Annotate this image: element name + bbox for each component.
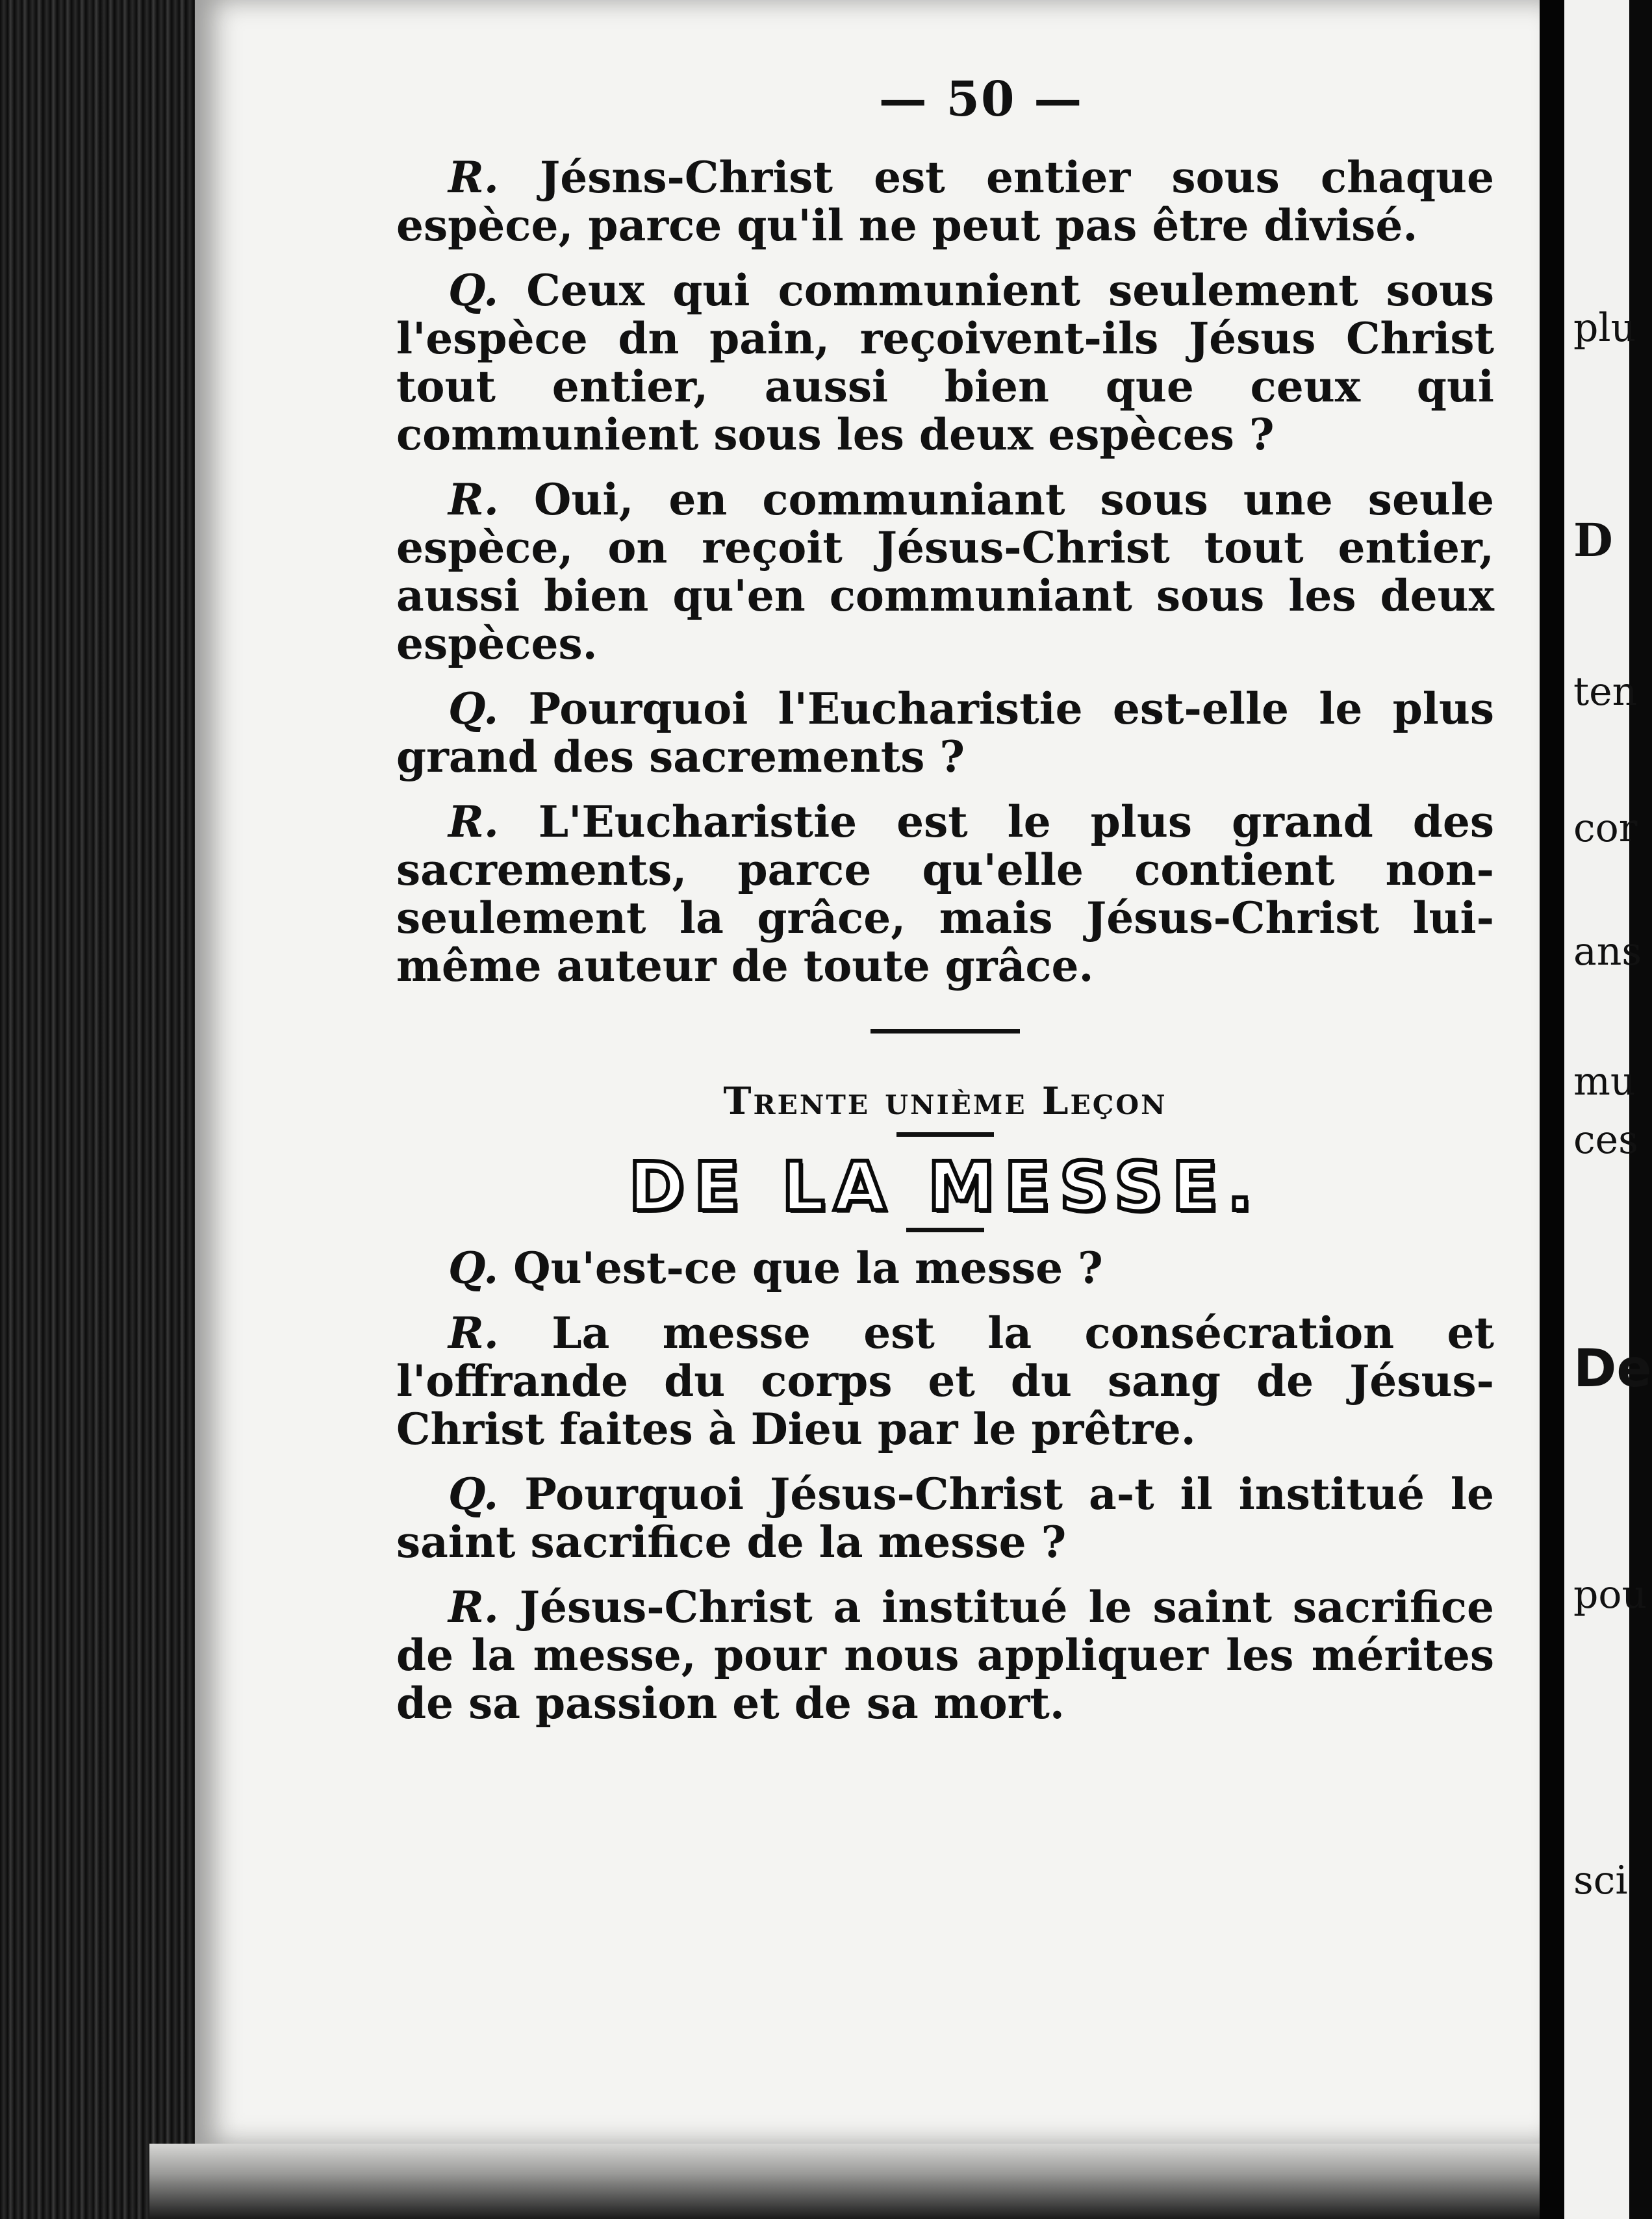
page-bottom-edge — [149, 2144, 1540, 2219]
answer-label: R. — [448, 474, 499, 525]
question-label: Q. — [448, 1469, 499, 1519]
question-paragraph — [396, 1470, 1494, 1566]
paragraph-text: La messe est la consécration et l'offrande du corps et du sang de Jésus-Christ faites à Dieu par le prêtre. — [396, 1308, 1494, 1454]
catechism-bottom-section — [396, 1244, 1494, 1727]
paragraph-text: L'Eucharistie est le plus grand des sacrements, parce qu'elle contient non-seulement la grâce, mais Jésus-Christ lui-même auteur de toute grâce. — [396, 796, 1494, 991]
catechism-top-section — [396, 153, 1494, 990]
page-content — [396, 71, 1494, 1744]
book-binding — [0, 0, 195, 2219]
paragraph-text: Jésns-Christ est entier sous chaque espèce, parce qu'il ne peut pas être divisé. — [396, 152, 1494, 251]
next-page-fragment: cor — [1573, 805, 1638, 851]
next-page-fragment: D — [1573, 513, 1613, 567]
question-label: Q. — [448, 1243, 499, 1293]
paragraph-text: Qu'est-ce que la messe ? — [513, 1243, 1103, 1293]
lesson-heading: Trente unième Leçon — [723, 1079, 1167, 1123]
paragraph-text: Pourquoi l'Eucharistie est-elle le plus grand des sacrements ? — [396, 683, 1494, 782]
next-page-fragment: pou — [1573, 1572, 1647, 1617]
heading-divider — [896, 1132, 994, 1137]
next-page-fragment: ten — [1573, 669, 1638, 715]
answer-paragraph — [396, 153, 1494, 249]
next-page-fragment: plu — [1573, 305, 1636, 351]
page-number: — 50 — — [878, 71, 1084, 127]
next-page-fragment: ans — [1573, 929, 1642, 974]
adjacent-page-fragment — [1564, 0, 1652, 2219]
next-page-fragment: De — [1573, 1338, 1652, 1399]
title-divider — [906, 1228, 984, 1232]
answer-paragraph — [396, 798, 1494, 990]
answer-label: R. — [448, 1582, 499, 1632]
paragraph-text: Jésus-Christ a institué le saint sacrifice de la messe, pour nous appliquer les mérites de sa passion et de sa mort. — [396, 1582, 1494, 1729]
paragraph-text: Pourquoi Jésus-Christ a-t il institué le saint sacrifice de la messe ? — [396, 1469, 1494, 1567]
paragraph-text: Oui, en communiant sous une seule espèce, on reçoit Jésus-Christ tout entier, aussi bien qu'en communiant sous les deux espèces. — [396, 474, 1495, 669]
paragraph-text: Ceux qui communient seulement sous l'espèce dn pain, reçoivent-ils Jésus Christ tout entier, aussi bien que ceux qui communient sous les deux espèces ? — [396, 265, 1494, 460]
answer-label: R. — [448, 796, 499, 847]
next-page-fragment: sci — [1573, 1858, 1628, 1903]
answer-paragraph — [396, 1309, 1494, 1453]
question-label: Q. — [448, 265, 499, 316]
answer-paragraph — [396, 1583, 1494, 1727]
question-label: Q. — [448, 683, 499, 734]
question-paragraph — [396, 685, 1494, 781]
section-divider — [870, 1029, 1020, 1033]
next-page-fragment: ces — [1573, 1117, 1638, 1163]
question-paragraph — [396, 266, 1494, 459]
question-paragraph — [396, 1244, 1494, 1292]
answer-label: R. — [448, 1308, 499, 1358]
next-page-fragment: mu — [1573, 1059, 1636, 1104]
lesson-title: DE LA MESSE. — [628, 1147, 1262, 1226]
answer-paragraph — [396, 476, 1494, 668]
page-gutter — [1540, 0, 1564, 2219]
answer-label: R. — [448, 152, 499, 203]
